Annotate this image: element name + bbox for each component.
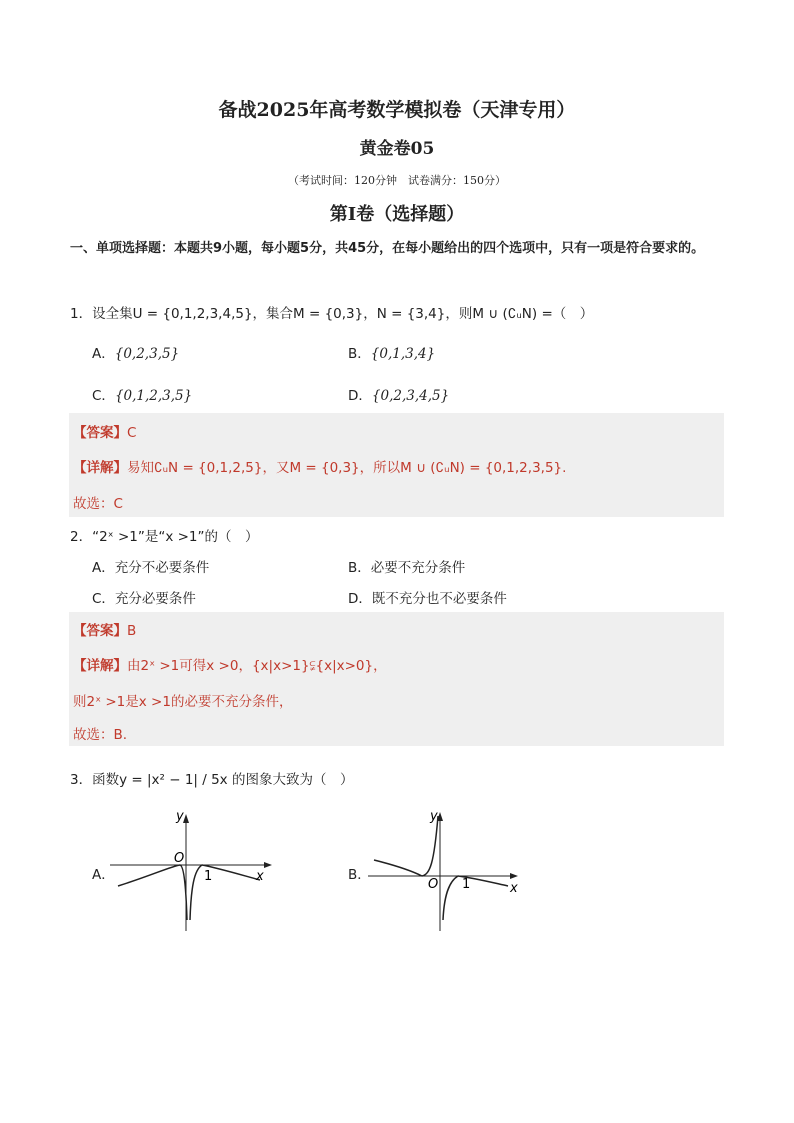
option-label: D． — [348, 388, 372, 404]
q1-conclusion: 故选：C — [73, 496, 123, 512]
tick-label: 1 — [204, 869, 213, 884]
option-label: A． — [92, 346, 115, 362]
q2-option-a — [92, 556, 209, 576]
q1-answer-box — [69, 413, 724, 517]
q1-answer — [73, 421, 136, 441]
origin-label: O — [174, 851, 185, 866]
exam-info: （考试时间：120分钟 试卷满分：150分） — [288, 174, 506, 187]
question-2-stem: 2．“2ˣ >1”是“x >1”的（ ） — [70, 529, 259, 545]
q3-graph-a — [110, 808, 280, 933]
origin-label: O — [428, 877, 439, 892]
option-label: C． — [92, 388, 115, 404]
detail-label: 【详解】 — [73, 658, 127, 674]
answer-value: C — [127, 425, 137, 441]
option-label: A． — [92, 560, 115, 576]
question-3-stem: 3．函数y = |x² − 1| / 5x 的图象大致为（ ） — [70, 772, 354, 788]
option-text: {0,2,3,4,5} — [371, 388, 450, 404]
option-text: {0,1,3,4} — [370, 346, 436, 362]
answer-label: 【答案】 — [73, 623, 127, 639]
q1-option-c — [92, 384, 192, 404]
detail-label: 【详解】 — [73, 460, 127, 476]
q1-option-d — [348, 384, 449, 404]
section-intro: 一、单项选择题：本题共9小题，每小题5分，共45分，在每小题给出的四个选项中，只有一项是符合要求的。 — [70, 241, 705, 256]
detail-text: 易知∁ᵤN = {0,1,2,5}，又M = {0,3}，所以M ∪ (∁ᵤN) = {0,1,2,3,5}. — [127, 460, 567, 476]
q1-option-a — [92, 342, 179, 362]
answer-label: 【答案】 — [73, 425, 127, 441]
q2-detail-2: 则2ˣ >1是x >1的必要不充分条件， — [73, 694, 293, 710]
y-axis-label: y — [176, 809, 184, 824]
q2-answer-box — [69, 612, 724, 746]
paper-title: 备战2025年高考数学模拟卷（天津专用） — [218, 99, 576, 121]
option-text: {0,1,2,3,5} — [114, 388, 193, 404]
option-text: 既不充分也不必要条件 — [371, 591, 507, 607]
detail-text: 由2ˣ >1可得x >0，{x|x>1}⫋{x|x>0}， — [127, 658, 387, 674]
option-label: B． — [348, 560, 371, 576]
option-text: 充分必要条件 — [114, 591, 196, 607]
q2-option-b — [348, 556, 465, 576]
q3-option-a-label: A． — [92, 867, 115, 883]
option-text: 充分不必要条件 — [114, 560, 210, 576]
q2-answer — [73, 619, 136, 639]
q2-conclusion: 故选：B. — [73, 727, 128, 743]
q1-detail — [73, 456, 566, 476]
y-axis-label: y — [430, 809, 438, 824]
q2-option-c — [92, 587, 196, 607]
tick-label: 1 — [462, 877, 471, 892]
q3-option-b-label: B． — [348, 867, 371, 883]
option-label: B． — [348, 346, 371, 362]
option-text: {0,2,3,5} — [114, 346, 180, 362]
q1-option-b — [348, 342, 435, 362]
x-axis-label: x — [256, 869, 264, 884]
option-text: 必要不充分条件 — [370, 560, 466, 576]
q3-graph-b — [368, 808, 528, 933]
x-axis-label: x — [510, 881, 518, 896]
answer-value: B — [127, 623, 137, 639]
paper-subtitle: 黄金卷05 — [359, 139, 435, 159]
option-label: D． — [348, 591, 372, 607]
question-1-stem: 1．设全集U = {0,1,2,3,4,5}，集合M = {0,3}，N = {3,4}，则M ∪ (∁ᵤN) =（ ） — [70, 306, 594, 322]
part-title: 第I卷（选择题） — [329, 204, 465, 225]
q2-detail — [73, 654, 387, 674]
q2-option-d — [348, 587, 507, 607]
option-label: C． — [92, 591, 115, 607]
